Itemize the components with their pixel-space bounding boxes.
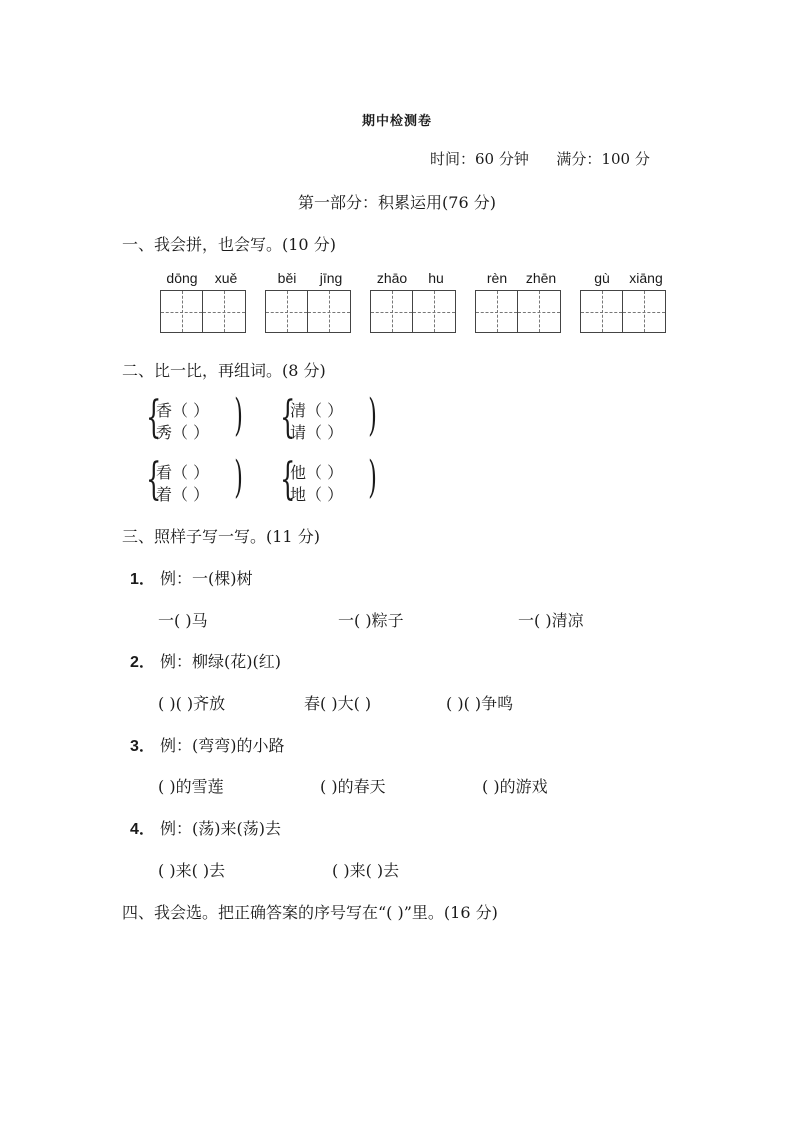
- writing-cell[interactable]: [475, 290, 518, 333]
- pinyin: zhāo: [376, 270, 408, 286]
- pinyin: xiāng: [629, 270, 663, 286]
- q4-heading: 四、我会选。把正确答案的序号写在“( )”里。(16 分): [122, 903, 498, 922]
- right-paren: ): [234, 452, 243, 503]
- pinyin: hu: [428, 270, 444, 286]
- writing-cell[interactable]: [518, 290, 561, 333]
- writing-cell[interactable]: [203, 290, 246, 333]
- pair-char-b: 地（ ）: [290, 485, 344, 504]
- q3-item-3-example: [130, 733, 285, 756]
- item-number: 1．: [130, 571, 155, 588]
- pair-char-a: 香（ ）: [156, 401, 210, 420]
- example-text: 例：(弯弯)的小路: [160, 736, 285, 755]
- q3-item-1-example: [130, 566, 253, 589]
- left-brace: {: [280, 454, 296, 505]
- time-limit: 时间：60 分钟: [430, 150, 529, 168]
- writing-cell[interactable]: [370, 290, 413, 333]
- pair-char-a: 他（ ）: [290, 463, 344, 482]
- answer-blank[interactable]: ( )的游戏: [482, 777, 548, 796]
- q2-heading: 二、比一比，再组词。(8 分): [122, 361, 326, 380]
- left-brace: {: [146, 392, 162, 443]
- word-pair-2: [280, 390, 380, 444]
- answer-blank[interactable]: 一( )清凉: [518, 611, 584, 630]
- writing-cell[interactable]: [580, 290, 623, 333]
- answer-blank[interactable]: 春( )大( ): [304, 694, 372, 713]
- pair-char-b: 请（ ）: [290, 423, 344, 442]
- pair-char-a: 看（ ）: [156, 463, 210, 482]
- answer-blank[interactable]: 一( )马: [158, 611, 208, 630]
- left-brace: {: [146, 454, 162, 505]
- answer-blank[interactable]: ( )来( )去: [332, 861, 400, 880]
- answer-blank[interactable]: ( )( )齐放: [158, 694, 226, 713]
- pinyin: běi: [277, 270, 297, 286]
- exam-title: 期中检测卷: [361, 114, 432, 129]
- writing-cell[interactable]: [265, 290, 308, 333]
- item-number: 4．: [130, 821, 155, 838]
- part-title: 第一部分：积累运用(76 分): [298, 193, 496, 212]
- word-pair-4: [280, 452, 380, 506]
- writing-cell[interactable]: [160, 290, 203, 333]
- answer-blank[interactable]: ( )的春天: [320, 777, 386, 796]
- q3-heading: 三、照样子写一写。(11 分): [122, 527, 320, 546]
- exam-meta: [430, 148, 650, 169]
- pair-char-b: 秀（ ）: [156, 423, 210, 442]
- left-brace: {: [280, 392, 296, 443]
- q1-heading: 一、我会拼，也会写。(10 分): [122, 235, 336, 254]
- pair-char-a: 清（ ）: [290, 401, 344, 420]
- right-paren: ): [234, 390, 243, 441]
- pair-char-b: 着（ ）: [156, 485, 210, 504]
- right-paren: ): [368, 390, 377, 441]
- pinyin: xuě: [214, 270, 238, 286]
- pinyin: rèn: [486, 270, 508, 286]
- item-number: 2．: [130, 654, 155, 671]
- full-score: 满分：100 分: [556, 150, 650, 168]
- writing-cell[interactable]: [413, 290, 456, 333]
- writing-cell[interactable]: [308, 290, 351, 333]
- example-text: 例：(荡)来(荡)去: [160, 819, 281, 838]
- answer-blank[interactable]: ( )( )争鸣: [446, 694, 514, 713]
- answer-blank[interactable]: 一( )粽子: [338, 611, 404, 630]
- q3-item-2-example: [130, 649, 281, 672]
- pinyin: dōng: [166, 270, 198, 286]
- writing-cell[interactable]: [623, 290, 666, 333]
- pinyin: jīng: [319, 270, 343, 286]
- example-text: 例：柳绿(花)(红): [160, 652, 281, 671]
- q3-item-4-example: [130, 816, 281, 839]
- word-pair-1: [146, 390, 246, 444]
- answer-blank[interactable]: ( )来( )去: [158, 861, 226, 880]
- word-pair-3: [146, 452, 246, 506]
- answer-blank[interactable]: ( )的雪莲: [158, 777, 224, 796]
- example-text: 例：一(棵)树: [160, 569, 253, 588]
- item-number: 3．: [130, 738, 155, 755]
- pinyin: gù: [594, 270, 610, 286]
- right-paren: ): [368, 452, 377, 503]
- pinyin: zhēn: [525, 270, 557, 286]
